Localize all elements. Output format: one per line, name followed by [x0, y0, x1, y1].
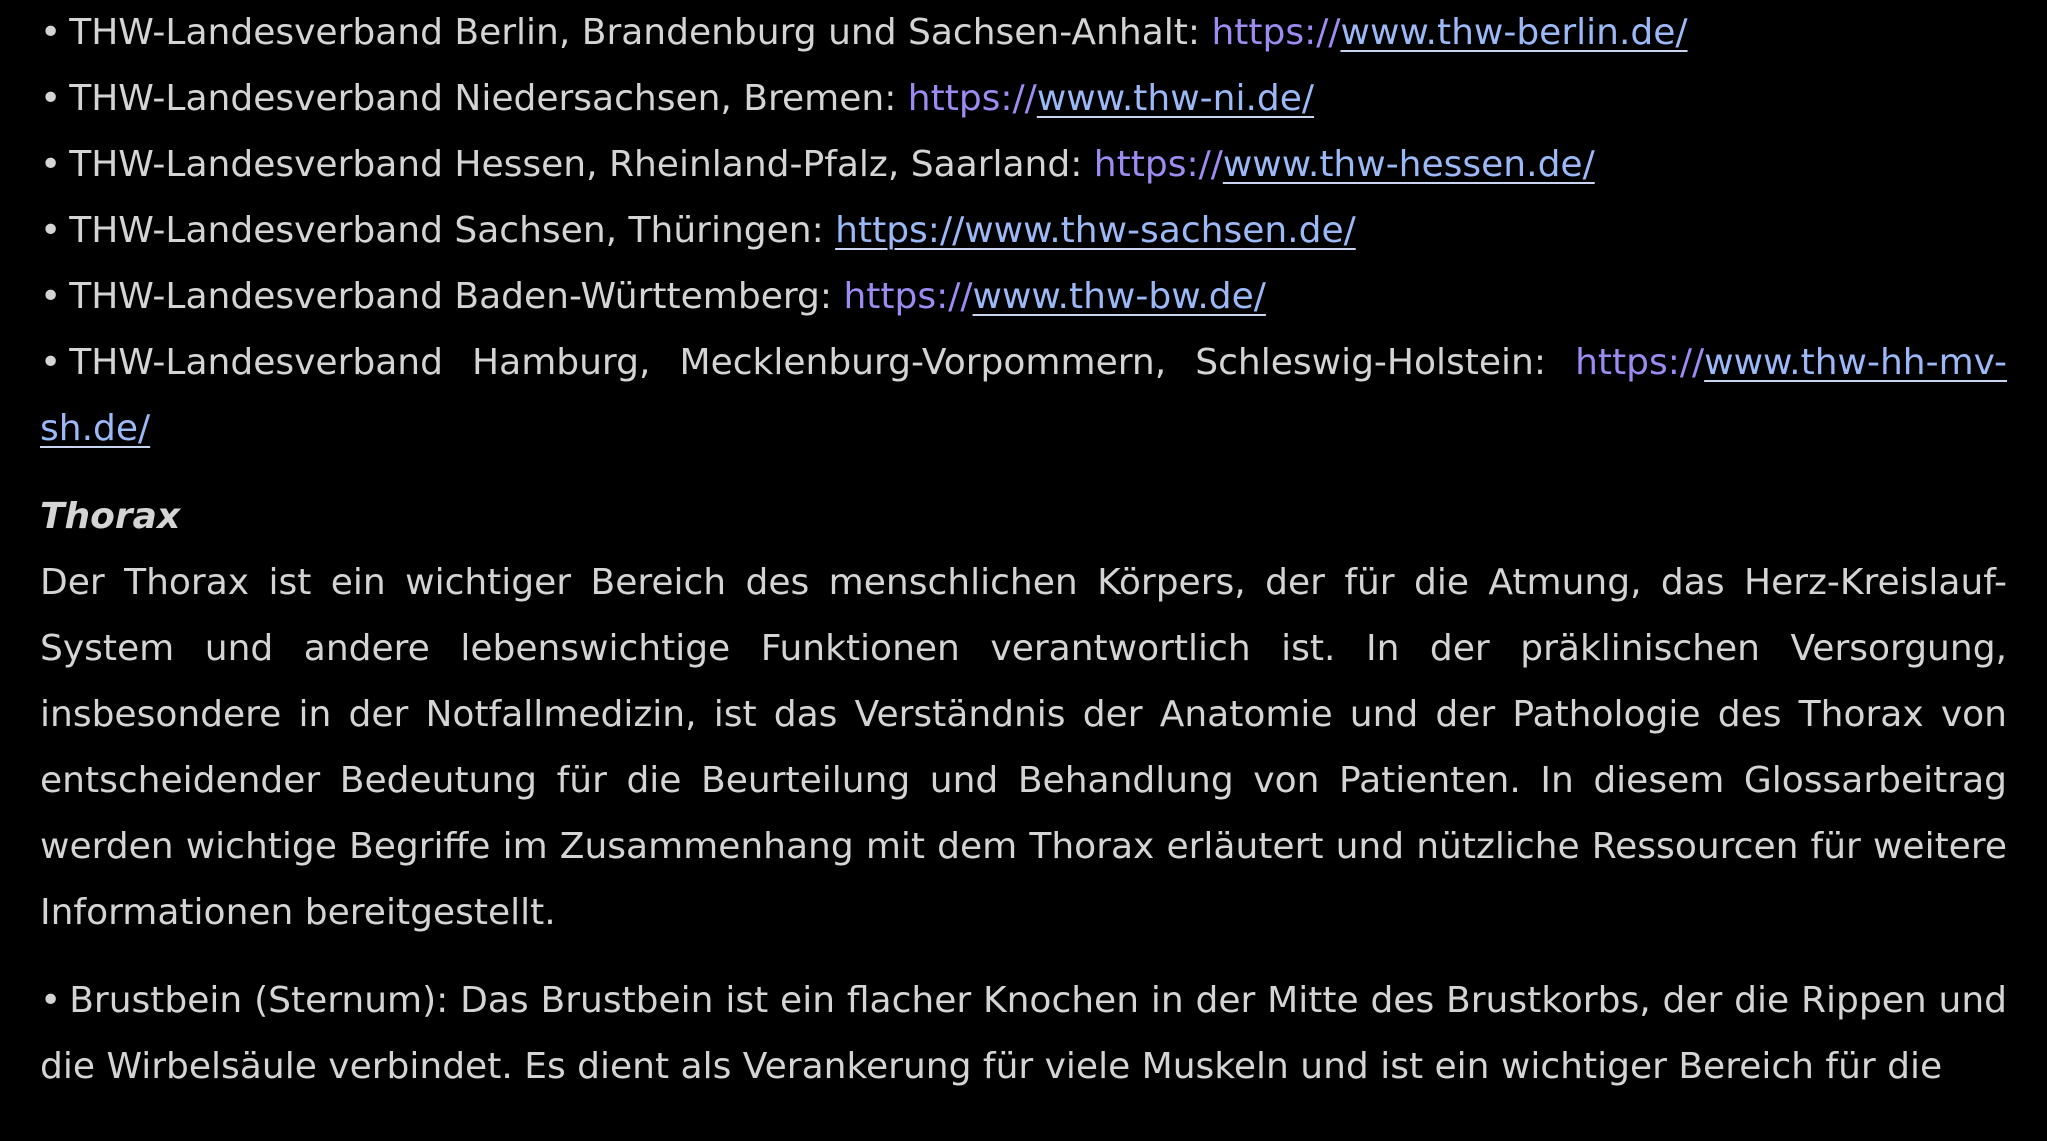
bullet-glyph: • — [40, 144, 62, 185]
link-host[interactable]: www.thw-ni.de/ — [1036, 78, 1315, 119]
bullet-glyph: • — [40, 980, 62, 1021]
list-item — [40, 264, 2007, 330]
link-scheme[interactable]: https:// — [907, 78, 1037, 119]
list-item — [40, 330, 2007, 462]
link-host[interactable]: https://www.thw-sachsen.de/ — [835, 210, 1356, 251]
bullet-glyph: • — [40, 12, 62, 53]
link-scheme[interactable]: https:// — [1575, 342, 1705, 383]
thw-ni-link[interactable] — [908, 78, 1314, 119]
link-host[interactable]: www.thw-hessen.de/ — [1222, 144, 1595, 185]
list-item-label: THW-Landesverband Sachsen, Thüringen: — [69, 210, 836, 251]
list-item — [40, 66, 2007, 132]
link-host[interactable]: www.thw-berlin.de/ — [1340, 12, 1688, 53]
list-item-label: THW-Landesverband Baden-Württemberg: — [69, 276, 844, 317]
link-scheme[interactable]: https:// — [1211, 12, 1341, 53]
thw-sachsen-link[interactable] — [835, 210, 1356, 251]
bullet-glyph: • — [40, 276, 62, 317]
thw-bw-link[interactable] — [843, 276, 1265, 317]
link-scheme[interactable]: https:// — [1093, 144, 1223, 185]
list-item — [40, 198, 2007, 264]
list-item-label: THW-Landesverband Berlin, Brandenburg und Sachsen-Anhalt: — [69, 12, 1212, 53]
section-paragraph: Der Thorax ist ein wichtiger Bereich des menschlichen Körpers, der für die Atmung, das Herz-Kreislauf-System und andere lebenswichtige Funktionen verantwortlich ist. In der präklinischen Versorgung, insbesondere in der Notfallmedizin, ist das Verständnis der Anatomie und der Pathologie des Thorax von entscheidender Bedeutung für die Beurteilung und Behandlung von Patienten. In diesem Glossarbeitrag werden wichtige Begriffe im Zusammenhang mit dem Thorax erläutert und nützliche Ressourcen für weitere Informationen bereitgestellt. — [40, 562, 2007, 933]
thw-hessen-link[interactable] — [1094, 144, 1595, 185]
link-host[interactable]: www.thw-hh-mv-sh.de/ — [40, 342, 2007, 449]
list-item-label: THW-Landesverband Hamburg, Mecklenburg-Vorpommern, Schleswig-Holstein: — [69, 342, 1576, 383]
thw-berlin-link[interactable] — [1211, 12, 1687, 53]
list-item — [40, 968, 2007, 1100]
list-item — [40, 132, 2007, 198]
link-host[interactable]: www.thw-bw.de/ — [972, 276, 1266, 317]
document-content — [40, 0, 2007, 1100]
list-item-label: THW-Landesverband Hessen, Rheinland-Pfalz, Saarland: — [69, 144, 1094, 185]
list-item-text: Brustbein (Sternum): Das Brustbein ist ein flacher Knochen in der Mitte des Brustkorbs, der die Rippen und die Wirbelsäule verbindet. Es dient als Verankerung für viele Muskeln und ist ein wichtiger Bereich für die — [40, 980, 2007, 1087]
section-title: Thorax — [40, 496, 181, 537]
bullet-glyph: • — [40, 210, 62, 251]
bullet-glyph: • — [40, 342, 62, 383]
bullet-glyph: • — [40, 78, 62, 119]
list-item — [40, 0, 2007, 66]
list-item-label: THW-Landesverband Niedersachsen, Bremen: — [69, 78, 908, 119]
link-scheme[interactable]: https:// — [843, 276, 973, 317]
